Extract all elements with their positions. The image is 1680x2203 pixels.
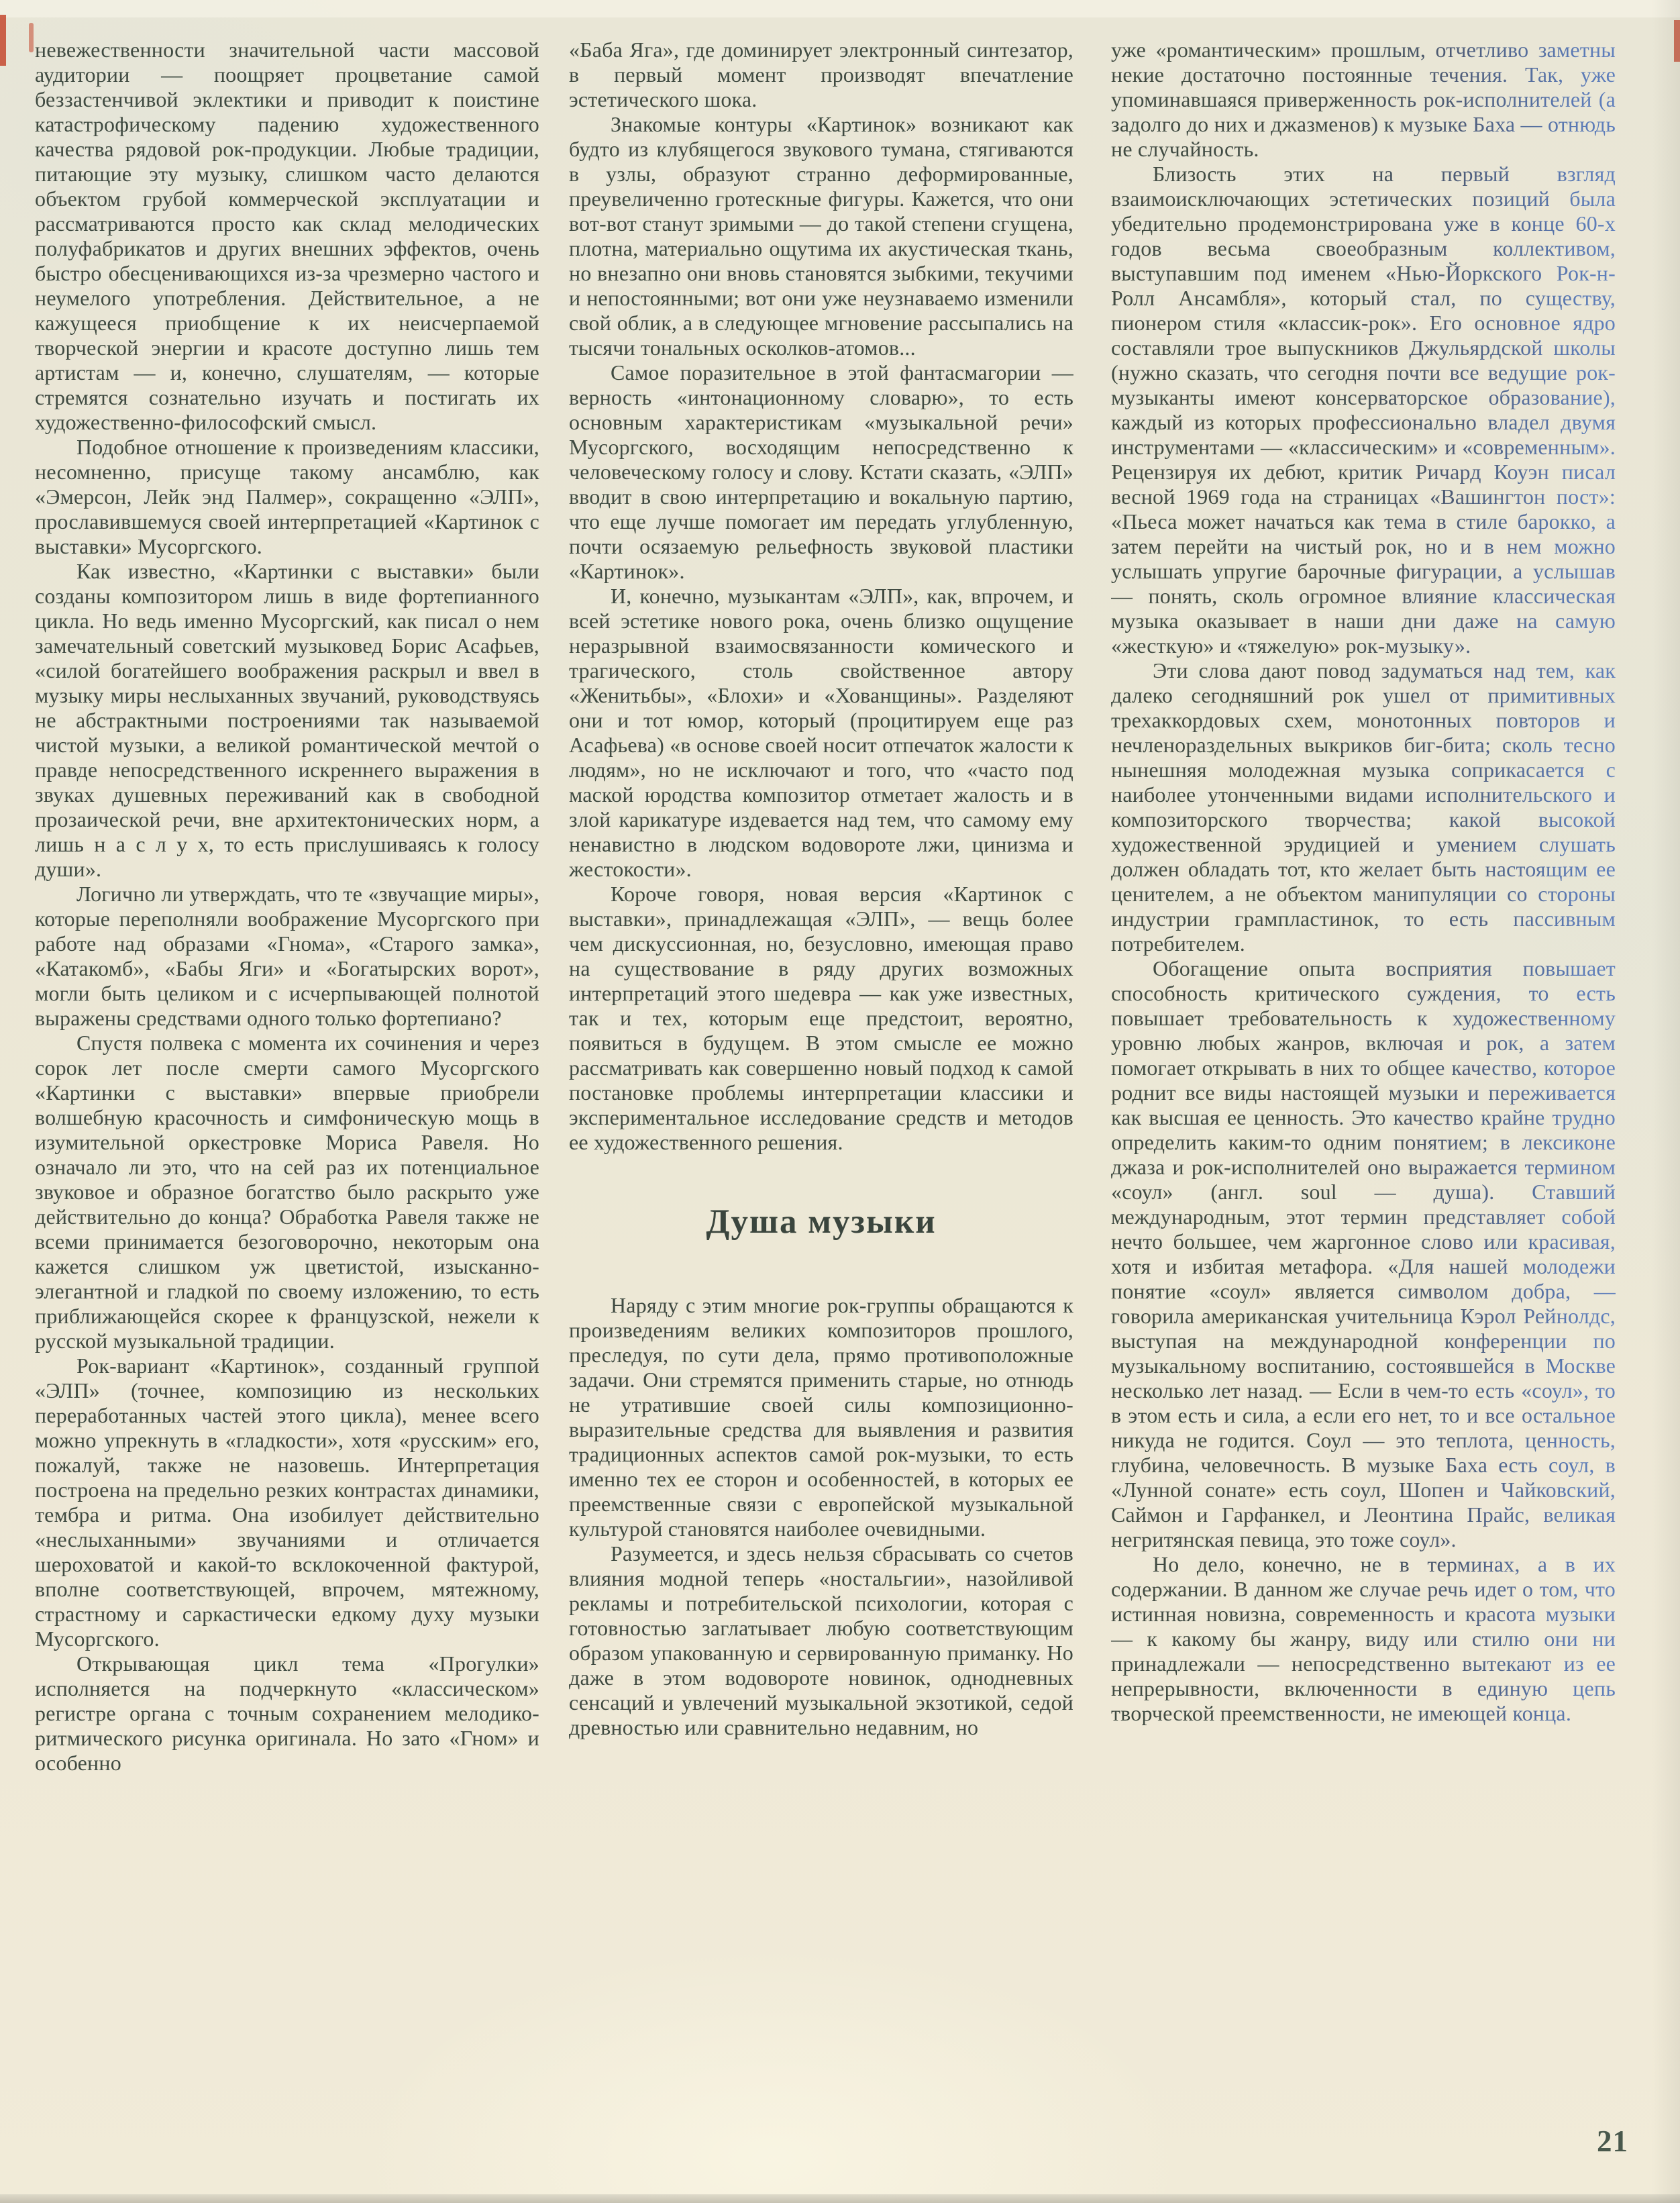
paragraph: уже «романтическим» прошлым, отчетливо заметны некие достаточно постоянные течения. Так, уже упоминавшаяся приверженность рок-исполнителей (а задолго до них и джазменов) к музыке Баха — отнюдь не случайность. (1111, 38, 1616, 161)
scan-mark-left-edge (0, 15, 6, 66)
paragraph: Логично ли утверждать, что те «звучащие миры», которые переполняли воображение Мусоргского при работе над образами «Гнома», «Старого замка», «Катакомб», «Бабы Яги» и «Богатырских ворот», могли быть целиком и с исчерпывающей полнотой выражены средствами одного только фортепиано? (35, 882, 539, 1030)
page-number: 21 (1597, 2124, 1628, 2158)
paragraph: И, конечно, музыкантам «ЭЛП», как, впрочем, и всей эстетике нового рока, очень близко ощущение неразрывной взаимосвязанности комического и трагического, столь свойственное автору «Женитьбы», «Блохи» и «Хованщины». Разделяют они и тот юмор, который (процитируем еще раз Асафьева) «в основе своей носит отпечаток жалости к людям», но не исключают и того, что «часто под маской юродства композитор отметает жалость и в злой карикатуре издевается над тем, что самому ему ненавистно в людском водовороте лжи, цинизма и жестокости». (569, 584, 1073, 881)
paragraph: Спустя полвека с момента их сочинения и через сорок лет после смерти самого Мусоргского «Картинки с выставки» впервые приобрели волшебную красочность и симфоническую мощь в изумительной оркестровке Мориса Равеля. Но означало ли это, что на сей раз их потенциальное звуковое и образное богатство было раскрыто уже действительно до конца? Обработка Равеля также не всеми принимается безоговорочно, некоторым она кажется слишком уж цветистой, изысканно-элегантной и гладкой по своему изложению, то есть приближающейся скорее к французской, нежели к русской музыкальной традиции. (35, 1031, 539, 1353)
paragraph: Открывающая цикл тема «Прогулки» исполняется на подчеркнуто «классическом» регистре органа с точным сохранением мелодико-ритмического рисунка оригинала. Но зато «Гном» и особенно (35, 1651, 539, 1775)
scan-mark-right-edge (1674, 20, 1680, 62)
paragraph: Рок-вариант «Картинок», созданный группой «ЭЛП» (точнее, композицию из нескольких переработанных частей этого цикла), менее всего можно упрекнуть в «гладкости», хотя «русским» его, пожалуй, также не назовешь. Интерпретация построена на предельно резких контрастах динамики, тембра и ритма. Она изобилует действительно «неслыханными» звучаниями и отличается шероховатой и какой-то всклокоченной фактурой, вполне соответствующей, впрочем, мятежному, страстному и саркастически едкому духу музыки Мусоргского. (35, 1353, 539, 1651)
paragraph: Наряду с этим многие рок-группы обращаются к произведениям великих композиторов прошлого, преследуя, по сути дела, прямо противоположные задачи. Они стремятся применить старые, но отнюдь не утратившие своей силы композиционно-выразительные средства для выявления и развития традиционных аспектов самой рок-музыки, то есть именно тех ее сторон и особенностей, в которых ее преемственные связи с европейской музыкальной культурой становятся наиболее очевидными. (569, 1293, 1073, 1541)
paragraph: Обогащение опыта восприятия повышает способность критического суждения, то есть повышает требовательность к художественному уровню любых жанров, включая и рок, а затем помогает открывать в них то общее качество, которое роднит все виды настоящей музыки и переживается как высшая ее ценность. Это качество крайне трудно определить каким-то одним понятием; в лексиконе джаза и рок-исполнителей оно выражается термином «соул» (англ. soul — душа). Ставший международным, этот термин представляет собой нечто большее, чем жаргонное слово или красивая, хотя и избитая метафора. «Для нашей молодежи понятие «соул» является символом добра, — говорила американская учительница Кэрол Рейнолдс, выступая на международной конференции по музыкальному воспитанию, состоявшейся в Москве несколько лет назад. — Если в чем-то есть «соул», то в этом есть и сила, а если его нет, то и все остальное никуда не годится. Соул — это теплота, ценность, глубина, человечность. В музыке Баха есть соул, в «Лунной сонате» есть соул, Шопен и Чайковский, Саймон и Гарфанкел, и Леонтина Прайс, великая негритянская певица, это тоже соул». (1111, 956, 1616, 1551)
scan-mark-left-inner (29, 23, 34, 52)
paragraph: Как известно, «Картинки с выставки» были созданы композитором лишь в виде фортепианного цикла. Но ведь именно Мусоргский, как писал о нем замечательный советский музыковед Борис Асафьев, «силой богатейшего воображения раскрыл и ввел в музыку миры неслыханных звучаний, руководствуясь не абстрактными построениями так называемой чистой музыки, а великой романтической мечтой о правде непосредственного искреннего выражения в звуках душевных переживаний как в свободной прозаической речи, вне архитектонических норм, а лишь н а с л у х, то есть прислушиваясь к голосу души». (35, 559, 539, 881)
paragraph: Близость этих на первый взгляд взаимоисключающих эстетических позиций была убедительно продемонстрирована уже в конце 60-х годов весьма своеобразным коллективом, выступавшим под именем «Нью-Йоркского Рок-н-Ролл Ансамбля», который стал, по существу, пионером стиля «классик-рок». Его основное ядро составляли трое выпускников Джульярдской школы (нужно сказать, что сегодня почти все ведущие рок-музыканты имеют консерваторское образование), каждый из которых профессионально владел двумя инструментами — «классическим» и «современным». Рецензируя их дебют, критик Ричард Коуэн писал весной 1969 года на страницах «Вашингтон пост»: «Пьеса может начаться как тема в стиле барокко, а затем перейти на чистый рок, но и в нем можно услышать упругие барочные фигурации, а услышав — понять, сколь огромное влияние классическая музыка оказывает в наши дни даже на самую «жесткую» и «тяжелую» рок-музыку». (1111, 162, 1616, 658)
paragraph: «Баба Яга», где доминирует электронный синтезатор, в первый момент производят впечатление эстетического шока. (569, 38, 1073, 111)
paragraph: Но дело, конечно, не в терминах, а в их содержании. В данном же случае речь идет о том, что истинная новизна, современность и красота музыки — к какому бы жанру, виду или стилю они ни принадлежали — непосредственно вытекают из ее непрерывности, включенности в единую цепь творческой преемственности, не имеющей конца. (1111, 1552, 1616, 1725)
paragraph: Самое поразительное в этой фантасмагории — верность «интонационному словарю», то есть основным характеристикам «музыкальной речи» Мусоргского, восходящим непосредственно к человеческому голосу и слову. Кстати сказать, «ЭЛП» вводит в свою интерпретацию и вокальную партию, что еще лучше помогает им передать углубленную, почти осязаемую рельефность звуковой пластики «Картинок». (569, 360, 1073, 583)
paragraph: Подобное отношение к произведениям классики, несомненно, присуще такому ансамблю, как «Эмерсон, Лейк энд Палмер», сокращенно «ЭЛП», прославившемуся своей интерпретацией «Картинок с выставки» Мусоргского. (35, 435, 539, 558)
paragraph: Эти слова дают повод задуматься над тем, как далеко сегодняшний рок ушел от примитивных трехаккордовых схем, монотонных повторов и нечленораздельных выкриков биг-бита; сколь тесно нынешняя молодежная музыка соприкасается с наиболее утонченными видами исполнительского и композиторского творчества; какой высокой художественной эрудицией и умением слушать должен обладать тот, кто желает быть настоящим ее ценителем, а не объектом манипуляции со стороны индустрии грампластинок, то есть пассивным потребителем. (1111, 658, 1616, 956)
text-column-3 (1111, 38, 1616, 1726)
paragraph: Знакомые контуры «Картинок» возникают как будто из клубящегося звукового тумана, стягиваются в узлы, образуют странно деформированные, преувеличенно гротескные фигуры. Кажется, что они вот-вот станут зримыми — до такой степени сгущена, плотна, материально ощутима их акустическая ткань, но внезапно они вновь становятся зыбкими, текучими и непостоянными; вот они уже неузнаваемо изменили свой облик, а в следующее мгновение рассыпались на тысячи тональных осколков-атомов... (569, 112, 1073, 360)
paragraph: невежественности значительной части массовой аудитории — поощряет процветание самой беззастенчивой эклектики и приводит к поистине катастрофическому падению художественного качества рядовой рок-продукции. Любые традиции, питающие эту музыку, слишком часто делаются объектом грубой коммерческой эксплуатации и рассматриваются просто как склад мелодических полуфабрикатов и других внешних эффектов, очень быстро обесценивающихся из-за чрезмерно частого и неумелого употребления. Действительное, а не кажущееся приобщение к их неисчерпаемой творческой энергии и красоте доступно лишь тем артистам — и, конечно, слушателям, — которые стремятся сознательно изучать и постигать их художественно-философский смысл. (35, 38, 539, 434)
section-heading: Душа музыки (706, 1203, 937, 1241)
paragraph: Разумеется, и здесь нельзя сбрасывать со счетов влияния модной теперь «ностальгии», назойливой рекламы и потребительской психологии, которая с готовностью заглатывает любую соответствующим образом упакованную и сервированную приманку. Но даже в этом водовороте новинок, однодневных сенсаций и увлечений музыкальной экзотикой, седой древностью или сравнительно недавним, но (569, 1541, 1073, 1739)
bottom-scan-edge (0, 2194, 1680, 2203)
text-column-2 (569, 38, 1073, 1740)
text-column-1 (35, 38, 539, 1776)
paragraph: Короче говоря, новая версия «Картинок с выставки», принадлежащая «ЭЛП», — вещь более чем дискуссионная, но, безусловно, имеющая право на существование в ряду других возможных интерпретаций этого шедевра — как уже известных, так и тех, которым еще предстоит, вероятно, появиться в будущем. В этом смысле ее можно рассматривать как совершенно новый подход к самой постановке проблемы интерпретации классики и экспериментальное исследование средств и методов ее художественного решения. (569, 882, 1073, 1154)
